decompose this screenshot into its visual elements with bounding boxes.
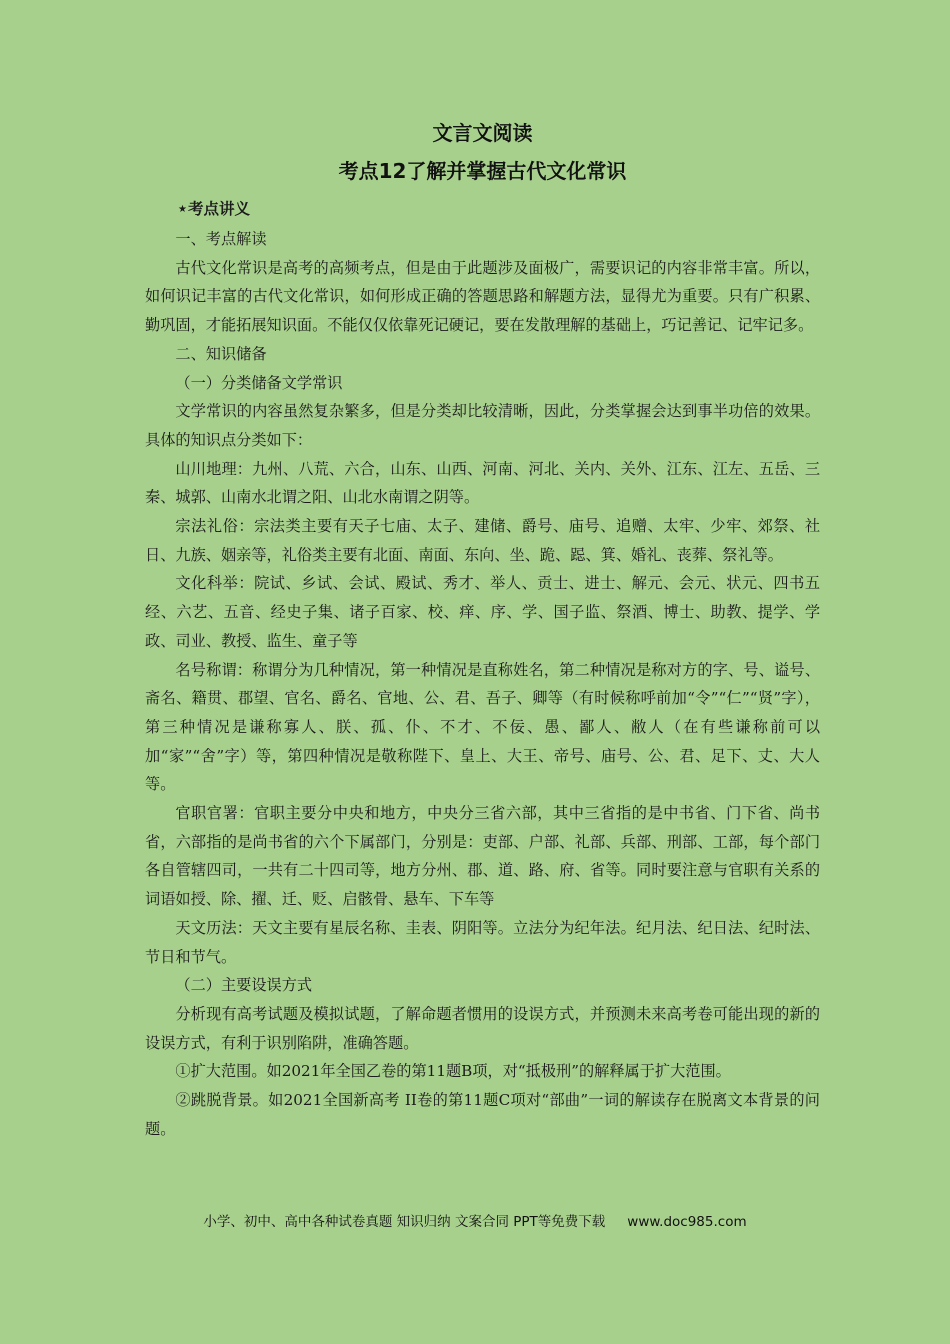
paragraph-titles: 名号称谓：称谓分为几种情况，第一种情况是直称姓名，第二种情况是称对方的字、号、谥号、斋名、籍贯、郡望、官名、爵名、官地、公、君、吾子、卿等（有时候称呼前加“令”“仁”“贤”字），第三种情况是谦称寡人、朕、孤、仆、不才、不佞、愚、鄙人、敝人（在有些谦称前可以加“家”“舍”字）等，第四种情况是敬称陛下、皇上、大王、帝号、庙号、公、君、足下、丈、大人等。 (145, 660, 820, 794)
footer-text: 小学、初中、高中各种试卷真题 知识归纳 文案合同 PPT等免费下载 (203, 1214, 606, 1230)
paragraph-clan-rites: 宗法礼俗：宗法类主要有天子七庙、太子、建储、爵号、庙号、追赠、太牢、少牢、郊祭、社日、九族、姻亲等，礼俗类主要有北面、南面、东向、坐、跪、跽、箕、婚礼、丧葬、祭礼等。 (145, 517, 820, 564)
subheading-literature: （一）分类储备文学常识 (175, 373, 343, 392)
paragraph-geography: 山川地理：九州、八荒、六合，山东、山西、河南、河北、关内、关外、江东、江左、五岳、三秦、城郭、山南水北谓之阳、山北水南谓之阴等。 (145, 459, 820, 507)
document-title: 文言文阅读 (432, 121, 533, 145)
list-item: ①扩大范围。如2021年全国乙卷的第11题B项，对“抵极刑”的解释属于扩大范围。 (175, 1062, 731, 1081)
paragraph-officials: 官职官署：官职主要分中央和地方，中央分三省六部，其中三省指的是中书省、门下省、尚书省，六部指的是尚书省的六个下属部门，分别是：吏部、户部、礼部、兵部、刑部、工部，每个部门各自管辖四司，一共有二十四司等，地方分州、郡、道、路、府、省等。同时要注意与官职有关系的词语如授、除、擢、迁、贬、启骸骨、悬车、下车等 (145, 804, 820, 909)
heading-knowledge: 二、知识储备 (175, 344, 267, 363)
paragraph: 文学常识的内容虽然复杂繁多，但是分类却比较清晰，因此，分类掌握会达到事半功倍的效果。具体的知识点分类如下： (145, 402, 820, 449)
list-item: ②跳脱背景。如2021全国新高考 II卷的第11题C项对“部曲”一词的解读存在脱离文本背景的问题。 (145, 1091, 820, 1138)
paragraph: 古代文化常识是高考的高频考点，但是由于此题涉及面极广，需要识记的内容非常丰富。所以，如何识记丰富的古代文化常识，如何形成正确的答题思路和解题方法，显得尤为重要。只有广积累、勤巩固，才能拓展知识面。不能仅仅依靠死记硬记，要在发散理解的基础上，巧记善记、记牢记多。 (145, 258, 820, 335)
document-subtitle: 考点12了解并掌握古代文化常识 (338, 159, 627, 183)
document-body (145, 225, 820, 1144)
paragraph-exams: 文化科举：院试、乡试、会试、殿试、秀才、举人、贡士、进士、解元、会元、状元、四书五经、六艺、五音、经史子集、诸子百家、校、痒、序、学、国子监、祭酒、博士、助教、提学、学政、司业、教授、监生、童子等 (145, 574, 820, 650)
heading-interpretation: 一、考点解读 (175, 230, 267, 248)
star-icon: ★ (178, 204, 187, 215)
paragraph-calendar: 天文历法：天文主要有星辰名称、圭表、阴阳等。立法分为纪年法。纪月法、纪日法、纪时法、节日和节气。 (145, 918, 820, 966)
footer-url[interactable]: www.doc985.com (627, 1214, 747, 1230)
section-label: ★考点讲义 (178, 200, 250, 218)
paragraph: 分析现有高考试题及模拟试题，了解命题者惯用的设误方式，并预测未来高考卷可能出现的新的设误方式，有利于识别陷阱，准确答题。 (145, 1004, 820, 1052)
subheading-error-types: （二）主要设误方式 (175, 976, 313, 995)
page-footer (0, 1210, 950, 1230)
